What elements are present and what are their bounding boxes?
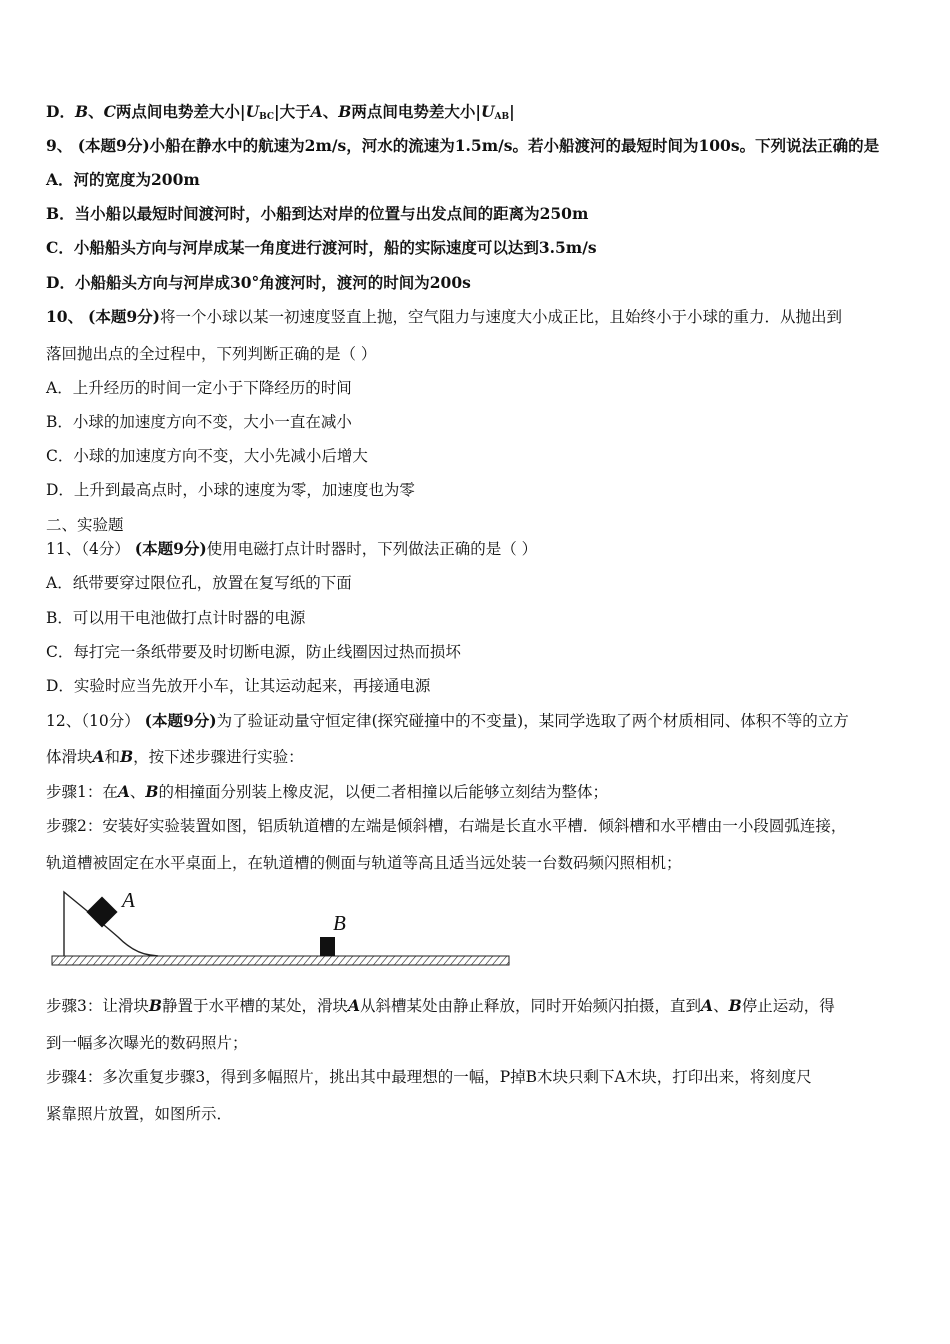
question-11-option-c: C．每打完一条纸带要及时切断电源，防止线圈因过热而损坏 [46, 643, 461, 661]
question-9-option-a: A．河的宽度为200m [46, 170, 200, 189]
label-a: A [122, 888, 135, 912]
question-11-option-d: D．实验时应当先放开小车，让其运动起来，再接通电源 [46, 677, 431, 695]
step-2-line-1: 步骤2：安装好实验装置如图，铝质轨道槽的左端是倾斜槽，右端是长直水平槽．倾斜槽和水平槽由一小段圆弧连接， [46, 817, 847, 835]
question-10-line-1: 10、 (本题9分)将一个小球以某一初速度竖直上抛，空气阻力与速度大小成正比，且始终小于小球的重力．从抛出到 [46, 307, 842, 326]
question-9: 9、 (本题9分)小船在静水中的航速为2m/s，河水的流速为1.5m/s。若小船渡河的最短时间为100s。下列说法正确的是 [46, 136, 880, 155]
question-10-option-c: C．小球的加速度方向不变，大小先减小后增大 [46, 447, 368, 465]
track-curve [64, 892, 158, 956]
question-9-option-d: D．小船船头方向与河岸成30°角渡河时，渡河的时间为200s [46, 273, 471, 292]
question-12-line-1: 12、（10分） (本题9分)为了验证动量守恒定律(探究碰撞中的不变量)，某同学选取了两个材质相同、体积不等的立方 [46, 711, 849, 730]
question-11: 11、（4分） (本题9分)使用电磁打点计时器时，下列做法正确的是（ ） [46, 539, 538, 558]
question-11-option-b: B．可以用干电池做打点计时器的电源 [46, 609, 306, 627]
track-base [52, 956, 509, 965]
step-2-line-2: 轨道槽被固定在水平桌面上，在轨道槽的侧面与轨道等高且适当远处装一台数码频闪照相机； [46, 854, 682, 872]
step-4-line-2: 紧靠照片放置，如图所示． [46, 1105, 233, 1123]
question-10-line-2: 落回抛出点的全过程中，下列判断正确的是（ ） [46, 345, 377, 363]
question-10-option-a: A．上升经历的时间一定小于下降经历的时间 [46, 379, 352, 397]
step-4-line-1: 步骤4：多次重复步骤3，得到多幅照片，挑出其中最理想的一幅，P掉B木块只剩下A木块，打印出来，将刻度尺 [46, 1068, 812, 1086]
question-10-option-d: D．上升到最高点时，小球的速度为零，加速度也为零 [46, 481, 415, 499]
question-10-option-b: B．小球的加速度方向不变，大小一直在减小 [46, 413, 352, 431]
step-3-line-1: 步骤3：让滑块B静置于水平槽的某处，滑块A从斜槽某处由静止释放，同时开始频闪拍摄，直到A、B停止运动，得 [46, 996, 835, 1015]
block-a [86, 896, 117, 927]
section-heading: 二、实验题 [46, 516, 124, 534]
question-9-option-c: C．小船船头方向与河岸成某一角度进行渡河时，船的实际速度可以达到3.5m/s [46, 238, 597, 257]
step-3-line-2: 到一幅多次曝光的数码照片； [46, 1034, 248, 1052]
step-1: 步骤1：在A、B的相撞面分别装上橡皮泥，以便二者相撞以后能够立刻结为整体； [46, 782, 609, 801]
label-b: B [333, 911, 346, 935]
question-9-option-b: B．当小船以最短时间渡河时，小船到达对岸的位置与出发点间的距离为250m [46, 204, 589, 223]
track-diagram [48, 885, 518, 975]
block-b [320, 937, 335, 956]
question-12-line-2: 体滑块A和B，按下述步骤进行实验： [46, 747, 304, 766]
option-d-q8: D．B、C两点间电势差大小$|U_{BC}|$大于A、B两点间电势差大小$|U_{AB}|$ [46, 102, 515, 122]
question-11-option-a: A．纸带要穿过限位孔，放置在复写纸的下面 [46, 574, 352, 592]
